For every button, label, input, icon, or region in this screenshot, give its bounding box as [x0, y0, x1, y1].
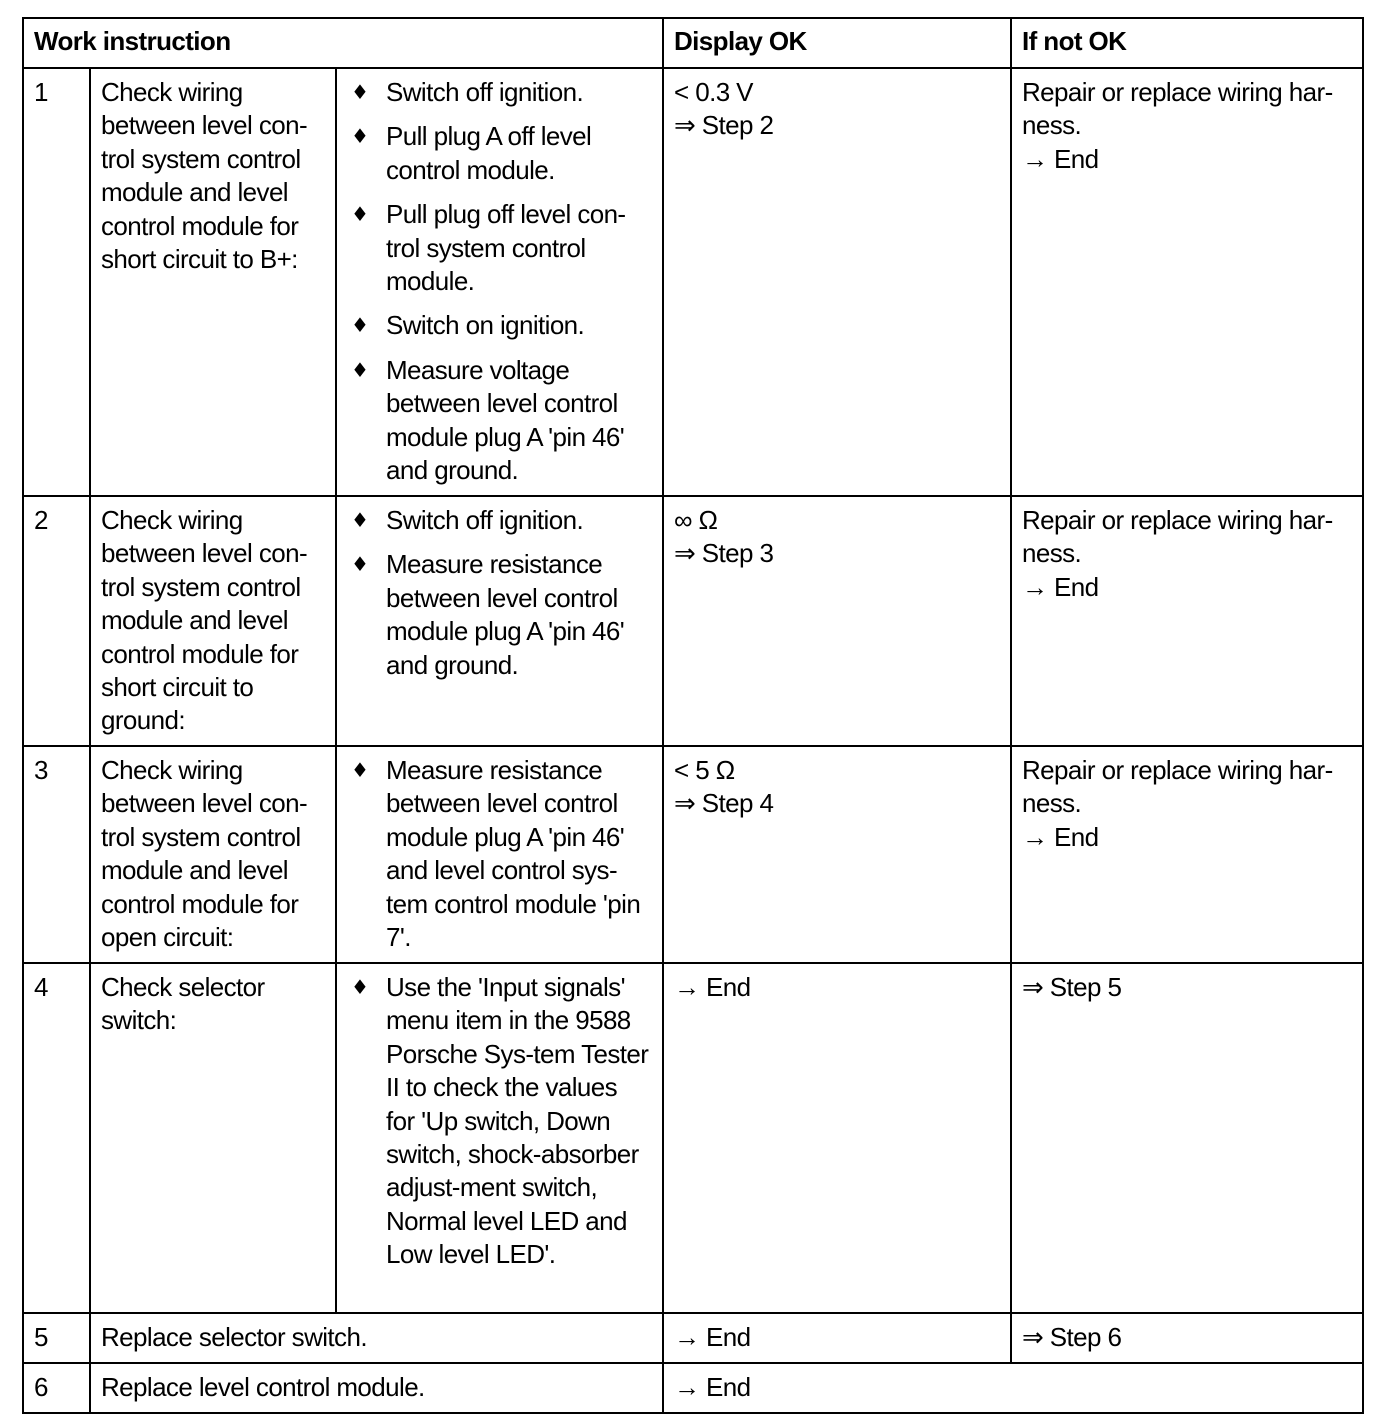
display-ok-cell: → End: [663, 1363, 1363, 1413]
table-row: [23, 963, 1363, 1313]
bullet-icon: ♦: [351, 202, 369, 227]
if-not-ok-cell: ⇒ Step 6: [1011, 1313, 1363, 1363]
display-ok-value: < 0.3 V: [674, 77, 753, 107]
check-description: Check wiring between level con-trol system control module and level control module for short circuit to ground:: [90, 496, 336, 746]
if-not-ok-next: ⇒ Step 5: [1022, 972, 1122, 1002]
header-work-instruction: Work instruction: [23, 18, 663, 68]
display-ok-cell: [663, 68, 1011, 496]
list-item: [347, 309, 652, 342]
table-row: [23, 746, 1363, 963]
if-not-ok-next: → End: [1022, 571, 1099, 602]
if-not-ok-next: → End: [1022, 821, 1099, 852]
table-row: [23, 496, 1363, 746]
action-text: Pull plug off level con-trol system control module.: [386, 199, 626, 297]
bullet-icon: ♦: [351, 80, 369, 104]
if-not-ok-action: Repair or replace wiring har-ness.: [1022, 755, 1333, 819]
header-display-ok: Display OK: [663, 18, 1011, 68]
check-description: Check wiring between level con-trol system control module and level control module for open circuit:: [90, 746, 336, 963]
bullet-icon: ♦: [351, 357, 369, 382]
bullet-icon: ♦: [351, 975, 369, 999]
display-ok-next: ⇒ Step 4: [674, 788, 774, 819]
display-ok-value: < 5 Ω: [674, 755, 735, 785]
display-ok-next: ⇒ Step 2: [674, 110, 774, 141]
step-number: 1: [23, 68, 90, 496]
work-instruction-table: [22, 17, 1364, 1414]
step-actions: [336, 963, 663, 1313]
bullet-icon: ♦: [351, 758, 369, 782]
action-text: Measure voltage between level control module plug A 'pin 46' and ground.: [386, 354, 625, 486]
action-list: [347, 971, 652, 1272]
bullet-icon: ♦: [351, 552, 369, 577]
action-list: [347, 504, 652, 682]
action-description: Replace level control module.: [90, 1363, 663, 1413]
display-ok-cell: [663, 963, 1011, 1313]
list-item: [347, 354, 652, 488]
table-row: [23, 1313, 1363, 1363]
if-not-ok-action: Repair or replace wiring har-ness.: [1022, 77, 1333, 141]
step-number: 5: [23, 1313, 90, 1363]
check-description: Check wiring between level con-trol system control module and level control module for short circuit to B+:: [90, 68, 336, 496]
list-item: [347, 754, 652, 954]
action-list: [347, 76, 652, 487]
step-number: 2: [23, 496, 90, 746]
list-item: [347, 504, 652, 537]
action-text: Pull plug A off level control module.: [386, 121, 592, 185]
display-ok-cell: [663, 496, 1011, 746]
action-text: Switch off ignition.: [386, 77, 584, 107]
list-item: [347, 971, 652, 1272]
check-description: Check selector switch:: [90, 963, 336, 1313]
action-text: Use the 'Input signals' menu item in the 9588 Porsche Sys-tem Tester II to check the values for 'Up switch, Down switch, shock-absorber adjust-ment switch, Normal level LED and Low level LED'.: [386, 972, 649, 1270]
bullet-icon: ♦: [351, 124, 369, 149]
if-not-ok-cell: [1011, 746, 1363, 963]
if-not-ok-next: → End: [1022, 143, 1099, 174]
display-ok-value: ∞ Ω: [674, 505, 718, 535]
bullet-icon: ♦: [351, 313, 369, 338]
action-text: Switch off ignition.: [386, 505, 584, 535]
table-header-row: [23, 18, 1363, 68]
step-actions: [336, 496, 663, 746]
list-item: [347, 548, 652, 682]
if-not-ok-cell: [1011, 963, 1363, 1313]
bullet-icon: ♦: [351, 508, 369, 532]
display-ok-cell: → End: [663, 1313, 1011, 1363]
list-item: [347, 76, 652, 109]
step-actions: [336, 68, 663, 496]
step-number: 6: [23, 1363, 90, 1413]
list-item: [347, 198, 652, 298]
action-list: [347, 754, 652, 954]
table-row: [23, 1363, 1363, 1413]
display-ok-cell: [663, 746, 1011, 963]
if-not-ok-cell: [1011, 496, 1363, 746]
if-not-ok-action: Repair or replace wiring har-ness.: [1022, 505, 1333, 569]
action-description: Replace selector switch.: [90, 1313, 663, 1363]
header-if-not-ok: If not OK: [1011, 18, 1363, 68]
step-number: 3: [23, 746, 90, 963]
display-ok-next: ⇒ Step 3: [674, 538, 774, 569]
if-not-ok-cell: [1011, 68, 1363, 496]
list-item: [347, 120, 652, 187]
table-row: [23, 68, 1363, 496]
step-actions: [336, 746, 663, 963]
action-text: Switch on ignition.: [386, 310, 585, 341]
action-text: Measure resistance between level control module plug A 'pin 46' and ground.: [386, 549, 625, 680]
step-number: 4: [23, 963, 90, 1313]
display-ok-next: → End: [674, 972, 751, 1002]
action-text: Measure resistance between level control module plug A 'pin 46' and level control sys-tem control module 'pin 7'.: [386, 755, 641, 953]
